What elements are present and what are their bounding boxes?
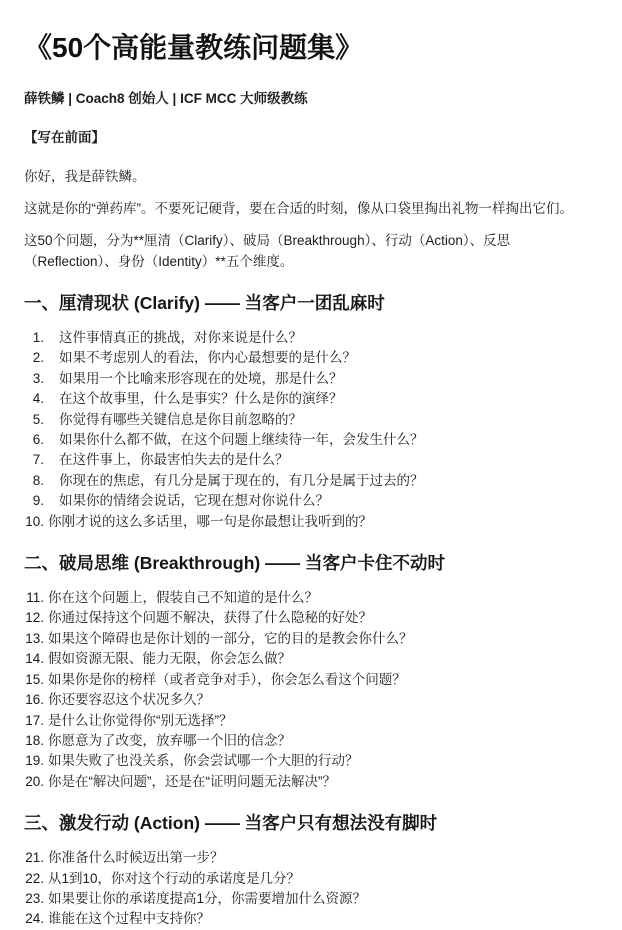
question-number: 24. — [25, 911, 44, 927]
question-section — [24, 552, 598, 792]
question-text: 如果不考虑别人的看法，你内心最想要的是什么？ — [59, 350, 356, 366]
question-text: 在这个故事里，什么是事实？什么是你的演绎？ — [59, 391, 343, 407]
question-item — [24, 588, 598, 608]
question-list — [24, 328, 598, 532]
question-number: 8. — [32, 472, 44, 488]
question-number: 21. — [25, 850, 44, 866]
question-section — [24, 812, 598, 930]
question-item — [24, 608, 598, 628]
question-text: 假如资源无限、能力无限，你会怎么做？ — [48, 651, 291, 667]
question-item — [24, 731, 598, 751]
question-item — [24, 430, 598, 450]
section-heading: 二、破局思维 (Breakthrough) —— 当客户卡住不动时 — [24, 553, 445, 574]
question-text: 你在这个问题上，假装自己不知道的是什么？ — [48, 590, 318, 606]
question-text: 这件事情真正的挑战，对你来说是什么？ — [59, 330, 302, 345]
question-number: 14. — [25, 651, 44, 667]
question-item — [24, 690, 598, 710]
preface-label: 【写在前面】 — [24, 130, 105, 145]
question-text: 是什么让你觉得你“别无选择”？ — [48, 712, 233, 728]
question-item — [24, 751, 598, 771]
question-number: 10. — [25, 513, 44, 529]
section-heading: 一、厘清现状 (Clarify) —— 当客户一团乱麻时 — [24, 293, 385, 313]
question-text: 如果你的情绪会说话，它现在想对你说什么？ — [59, 493, 329, 509]
question-item — [24, 389, 598, 409]
question-text: 如果要让你的承诺度提高1分，你需要增加什么资源？ — [48, 890, 367, 906]
question-number: 5. — [32, 411, 44, 427]
question-sections — [24, 292, 598, 930]
question-item — [24, 491, 598, 511]
question-text: 谁能在这个过程中支持你？ — [48, 911, 210, 927]
section-heading: 三、激发行动 (Action) —— 当客户只有想法没有脚时 — [24, 813, 438, 834]
question-item — [24, 711, 598, 731]
question-text: 你通过保持这个问题不解决，获得了什么隐秘的好处？ — [48, 610, 372, 626]
question-number: 20. — [25, 773, 44, 789]
question-text: 你准备什么时候迈出第一步？ — [48, 850, 224, 866]
question-item — [24, 450, 598, 470]
question-text: 你愿意为了改变，放弃哪一个旧的信念？ — [48, 732, 291, 748]
question-text: 如果这个障碍也是你计划的一部分，它的目的是教会你什么？ — [48, 630, 413, 646]
intro-paragraph: 这50个问题，分为**厘清（Clarify）、破局（Breakthrough）、行动（Action）、反思（Reflection）、身份（Identity）**五个维度。 — [24, 233, 511, 269]
question-number: 4. — [32, 391, 44, 407]
question-number: 6. — [32, 432, 44, 448]
intro-paragraph: 这就是你的“弹药库”。不要死记硬背，要在合适的时刻，像从口袋里掏出礼物一样掏出它们。 — [24, 201, 573, 216]
question-number: 19. — [25, 753, 44, 769]
question-text: 你还要容忍这个状况多久？ — [48, 692, 210, 708]
question-section — [24, 292, 598, 532]
question-text: 如果失败了也没关系，你会尝试哪一个大胆的行动？ — [48, 753, 359, 769]
question-item — [24, 629, 598, 649]
question-number: 2. — [32, 350, 44, 366]
byline: 薛铁鳞 | Coach8 创始人 | ICF MCC 大师级教练 — [24, 91, 308, 106]
question-number: 11. — [26, 590, 44, 606]
question-number: 18. — [25, 732, 44, 748]
question-item — [24, 410, 598, 430]
question-item — [24, 869, 598, 889]
question-number: 17. — [25, 712, 44, 728]
question-number: 16. — [25, 692, 44, 708]
question-item — [24, 670, 598, 690]
question-number: 9. — [32, 493, 44, 509]
question-item — [24, 889, 598, 909]
question-text: 从1到10，你对这个行动的承诺度是几分？ — [48, 870, 301, 886]
question-number: 12. — [25, 610, 44, 626]
question-text: 如果用一个比喻来形容现在的处境，那是什么？ — [59, 370, 343, 386]
question-text: 你是在“解决问题”，还是在“证明问题无法解决”？ — [48, 773, 336, 789]
question-number: 1. — [32, 330, 44, 345]
intro-paragraphs — [24, 166, 598, 272]
question-list — [24, 588, 598, 792]
question-number: 15. — [25, 671, 44, 687]
question-item — [24, 328, 598, 348]
question-item — [24, 772, 598, 792]
question-text: 如果你是你的榜样（或者竞争对手），你会怎么看这个问题？ — [48, 671, 406, 687]
question-item — [24, 471, 598, 491]
question-number: 23. — [25, 890, 44, 906]
question-number: 13. — [25, 630, 44, 646]
intro-paragraph: 你好，我是薛铁鳞。 — [24, 169, 146, 184]
question-item — [24, 369, 598, 389]
question-text: 你现在的焦虑，有几分是属于现在的，有几分是属于过去的？ — [59, 472, 424, 488]
question-number: 3. — [32, 370, 44, 386]
question-list — [24, 848, 598, 930]
question-text: 你刚才说的这么多话里，哪一句是你最想让我听到的？ — [48, 513, 372, 529]
question-number: 7. — [32, 452, 44, 468]
question-item — [24, 909, 598, 929]
question-text: 你觉得有哪些关键信息是你目前忽略的？ — [59, 411, 302, 427]
question-item — [24, 348, 598, 368]
question-item — [24, 512, 598, 532]
question-item — [24, 649, 598, 669]
question-number: 22. — [25, 870, 44, 886]
question-item — [24, 848, 598, 868]
question-text: 在这件事上，你最害怕失去的是什么？ — [59, 452, 289, 468]
page-title: 《50个高能量教练问题集》 — [24, 32, 364, 63]
question-text: 如果你什么都不做，在这个问题上继续待一年，会发生什么？ — [59, 432, 424, 448]
